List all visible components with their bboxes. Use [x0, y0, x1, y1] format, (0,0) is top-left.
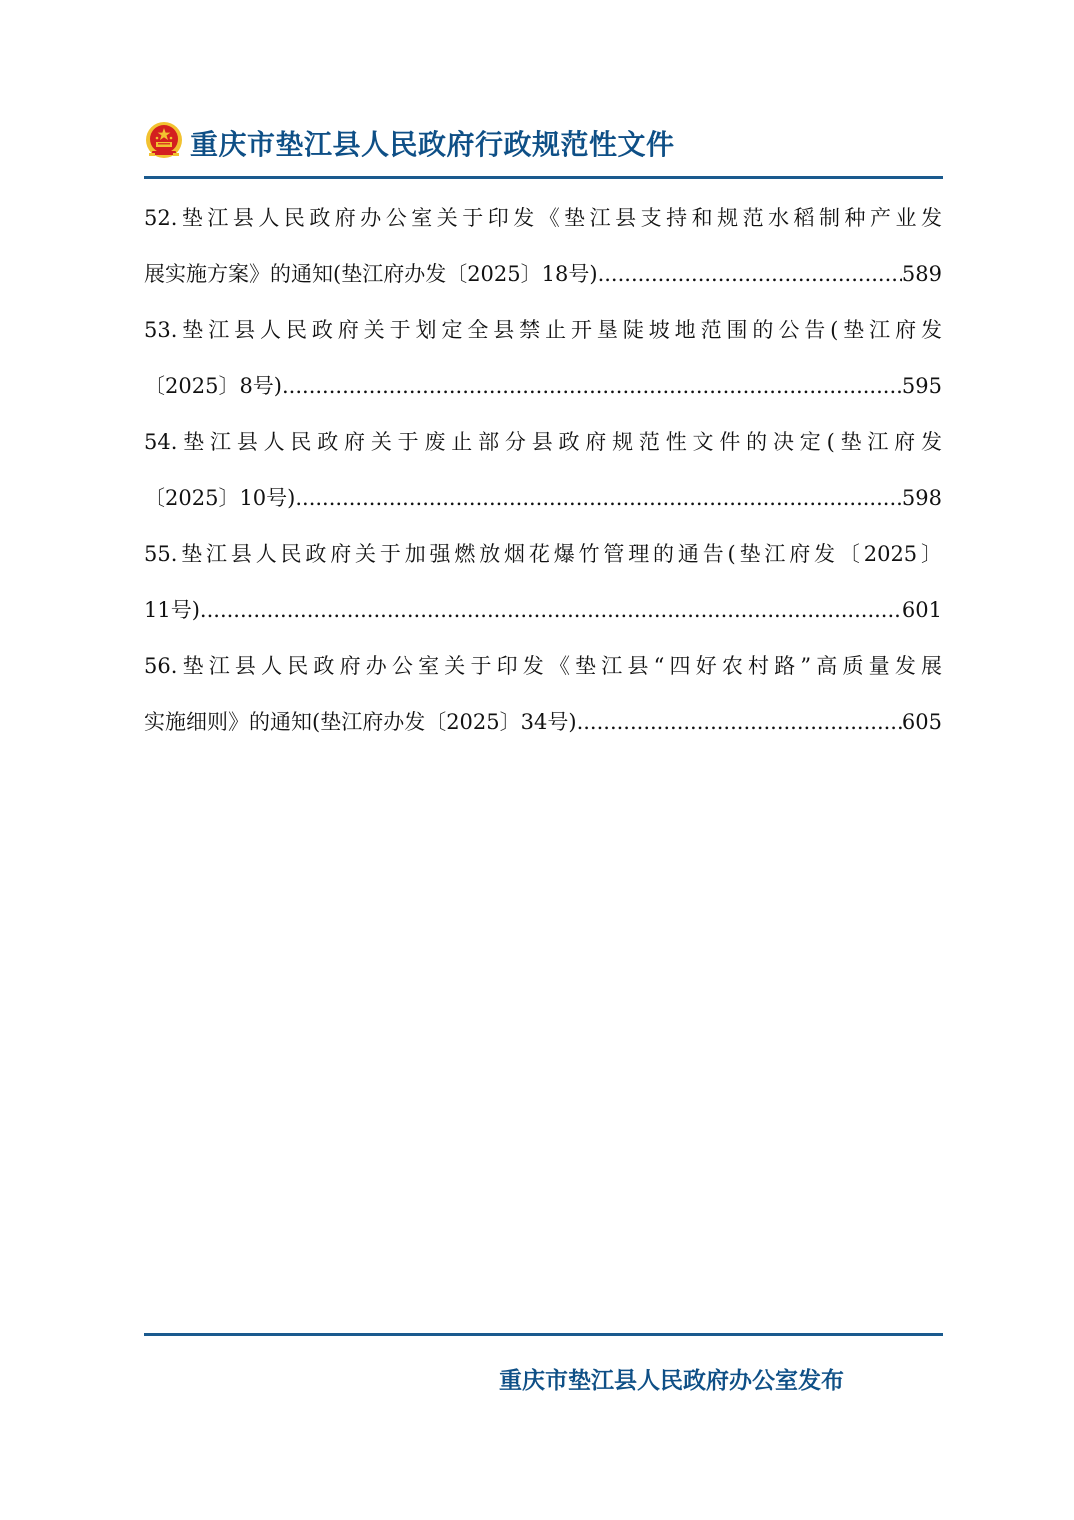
header-divider — [144, 176, 943, 179]
dot-leader — [295, 470, 902, 526]
toc-entry-title: 56.垫江县人民政府办公室关于印发《垫江县“四好农村路”高质量发展 — [144, 654, 942, 678]
toc-page-number: 589 — [901, 262, 942, 286]
toc-entry-title-cont: 〔2025〕10号) — [144, 486, 296, 510]
toc-entry-title-cont: 〔2025〕8号) — [144, 374, 282, 398]
toc-page-number: 601 — [901, 598, 942, 622]
toc-entry-56[interactable] — [144, 638, 942, 750]
toc-entry-title: 53.垫江县人民政府关于划定全县禁止开垦陡坡地范围的公告(垫江府发 — [144, 318, 942, 342]
toc-entry-title-cont: 11号) — [144, 598, 200, 622]
dot-leader — [598, 246, 902, 302]
dot-leader — [200, 582, 902, 638]
toc-page-number: 598 — [901, 486, 942, 510]
toc-entry-55[interactable] — [144, 526, 942, 638]
document-series-title: 重庆市垫江县人民政府行政规范性文件 — [190, 128, 675, 161]
publisher-footer: 重庆市垫江县人民政府办公室发布 — [499, 1368, 844, 1394]
toc-entry-54[interactable] — [144, 414, 942, 526]
dot-leader — [577, 694, 902, 750]
toc-entry-53[interactable] — [144, 302, 942, 414]
toc-page-number: 595 — [901, 374, 942, 398]
toc-entry-title-cont: 实施细则》的通知(垫江府办发〔2025〕34号) — [144, 710, 577, 734]
toc-entry-52[interactable] — [144, 190, 942, 302]
national-emblem-icon — [144, 120, 184, 160]
table-of-contents — [144, 190, 942, 750]
toc-entry-title: 54.垫江县人民政府关于废止部分县政府规范性文件的决定(垫江府发 — [144, 430, 942, 454]
footer-divider — [144, 1333, 943, 1336]
toc-entry-title-cont: 展实施方案》的通知(垫江府办发〔2025〕18号) — [144, 262, 598, 286]
document-header — [144, 118, 944, 166]
toc-entry-title: 52.垫江县人民政府办公室关于印发《垫江县支持和规范水稻制种产业发 — [144, 206, 942, 230]
toc-entry-title: 55.垫江县人民政府关于加强燃放烟花爆竹管理的通告(垫江府发〔2025〕 — [144, 542, 942, 566]
toc-page-number: 605 — [901, 710, 942, 734]
dot-leader — [282, 358, 902, 414]
